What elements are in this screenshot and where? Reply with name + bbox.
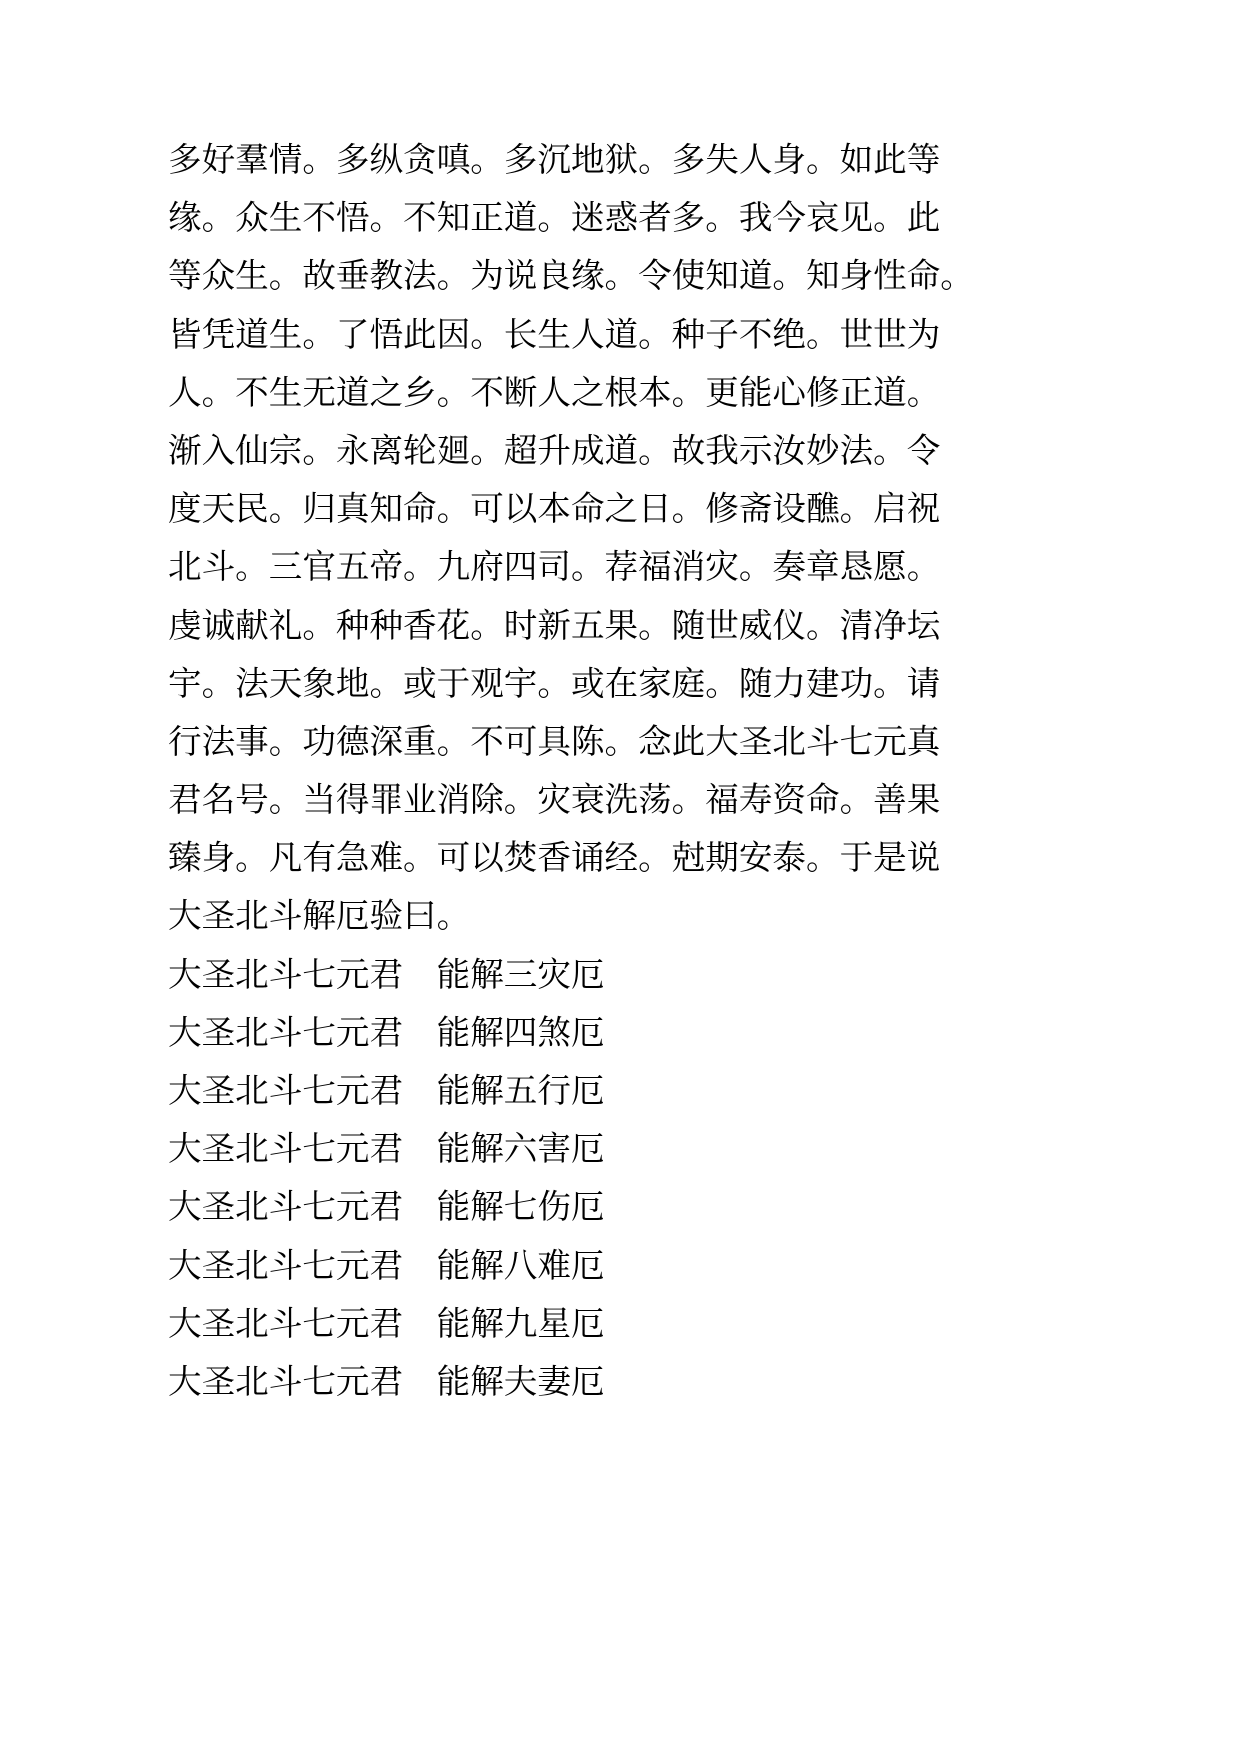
paragraph-line: 行法事。功德深重。不可具陈。念此大圣北斗七元真 (168, 721, 941, 761)
paragraph-line: 皆凭道生。了悟此因。长生人道。种子不绝。世世为 (168, 314, 941, 354)
paragraph-line: 缘。众生不悟。不知正道。迷惑者多。我今哀见。此 (168, 198, 941, 238)
paragraph-line: 虔诚献礼。种种香花。时新五果。随世威仪。清净坛 (168, 605, 941, 645)
verse-line: 大圣北斗七元君 能解六害厄 (168, 1129, 605, 1169)
paragraph-line: 等众生。故垂教法。为说良缘。令使知道。知身性命。 (168, 256, 974, 296)
paragraph-line: 大圣北斗解厄验曰。 (168, 896, 471, 936)
paragraph-line: 宇。法天象地。或于观宇。或在家庭。随力建功。请 (168, 663, 941, 703)
paragraph-line: 北斗。三官五帝。九府四司。荐福消灾。奏章恳愿。 (168, 547, 941, 587)
paragraph-line: 臻身。凡有急难。可以焚香诵经。尅期安泰。于是说 (168, 838, 941, 878)
paragraph-line: 度天民。归真知命。可以本命之日。修斋设醮。启祝 (168, 489, 941, 529)
verse-line: 大圣北斗七元君 能解五行厄 (168, 1071, 605, 1110)
verse-line: 大圣北斗七元君 能解八难厄 (168, 1245, 605, 1285)
scripture-paragraph (168, 131, 974, 946)
document-page (168, 131, 974, 1411)
paragraph-line: 人。不生无道之乡。不断人之根本。更能心修正道。 (168, 372, 941, 412)
verse-line: 大圣北斗七元君 能解夫妻厄 (168, 1361, 605, 1401)
verse-line: 大圣北斗七元君 能解七伤厄 (168, 1187, 605, 1227)
verse-line: 大圣北斗七元君 能解九星厄 (168, 1303, 605, 1343)
paragraph-line: 君名号。当得罪业消除。灾衰洗荡。福寿资命。善果 (168, 780, 941, 820)
paragraph-line: 渐入仙宗。永离轮廻。超升成道。故我示汝妙法。令 (168, 430, 941, 470)
paragraph-line: 多好羣情。多纵贪嗔。多沉地狱。多失人身。如此等 (168, 140, 941, 179)
verse-list (168, 946, 968, 1412)
verse-line: 大圣北斗七元君 能解四煞厄 (168, 1012, 605, 1052)
verse-line: 大圣北斗七元君 能解三灾厄 (168, 954, 605, 994)
